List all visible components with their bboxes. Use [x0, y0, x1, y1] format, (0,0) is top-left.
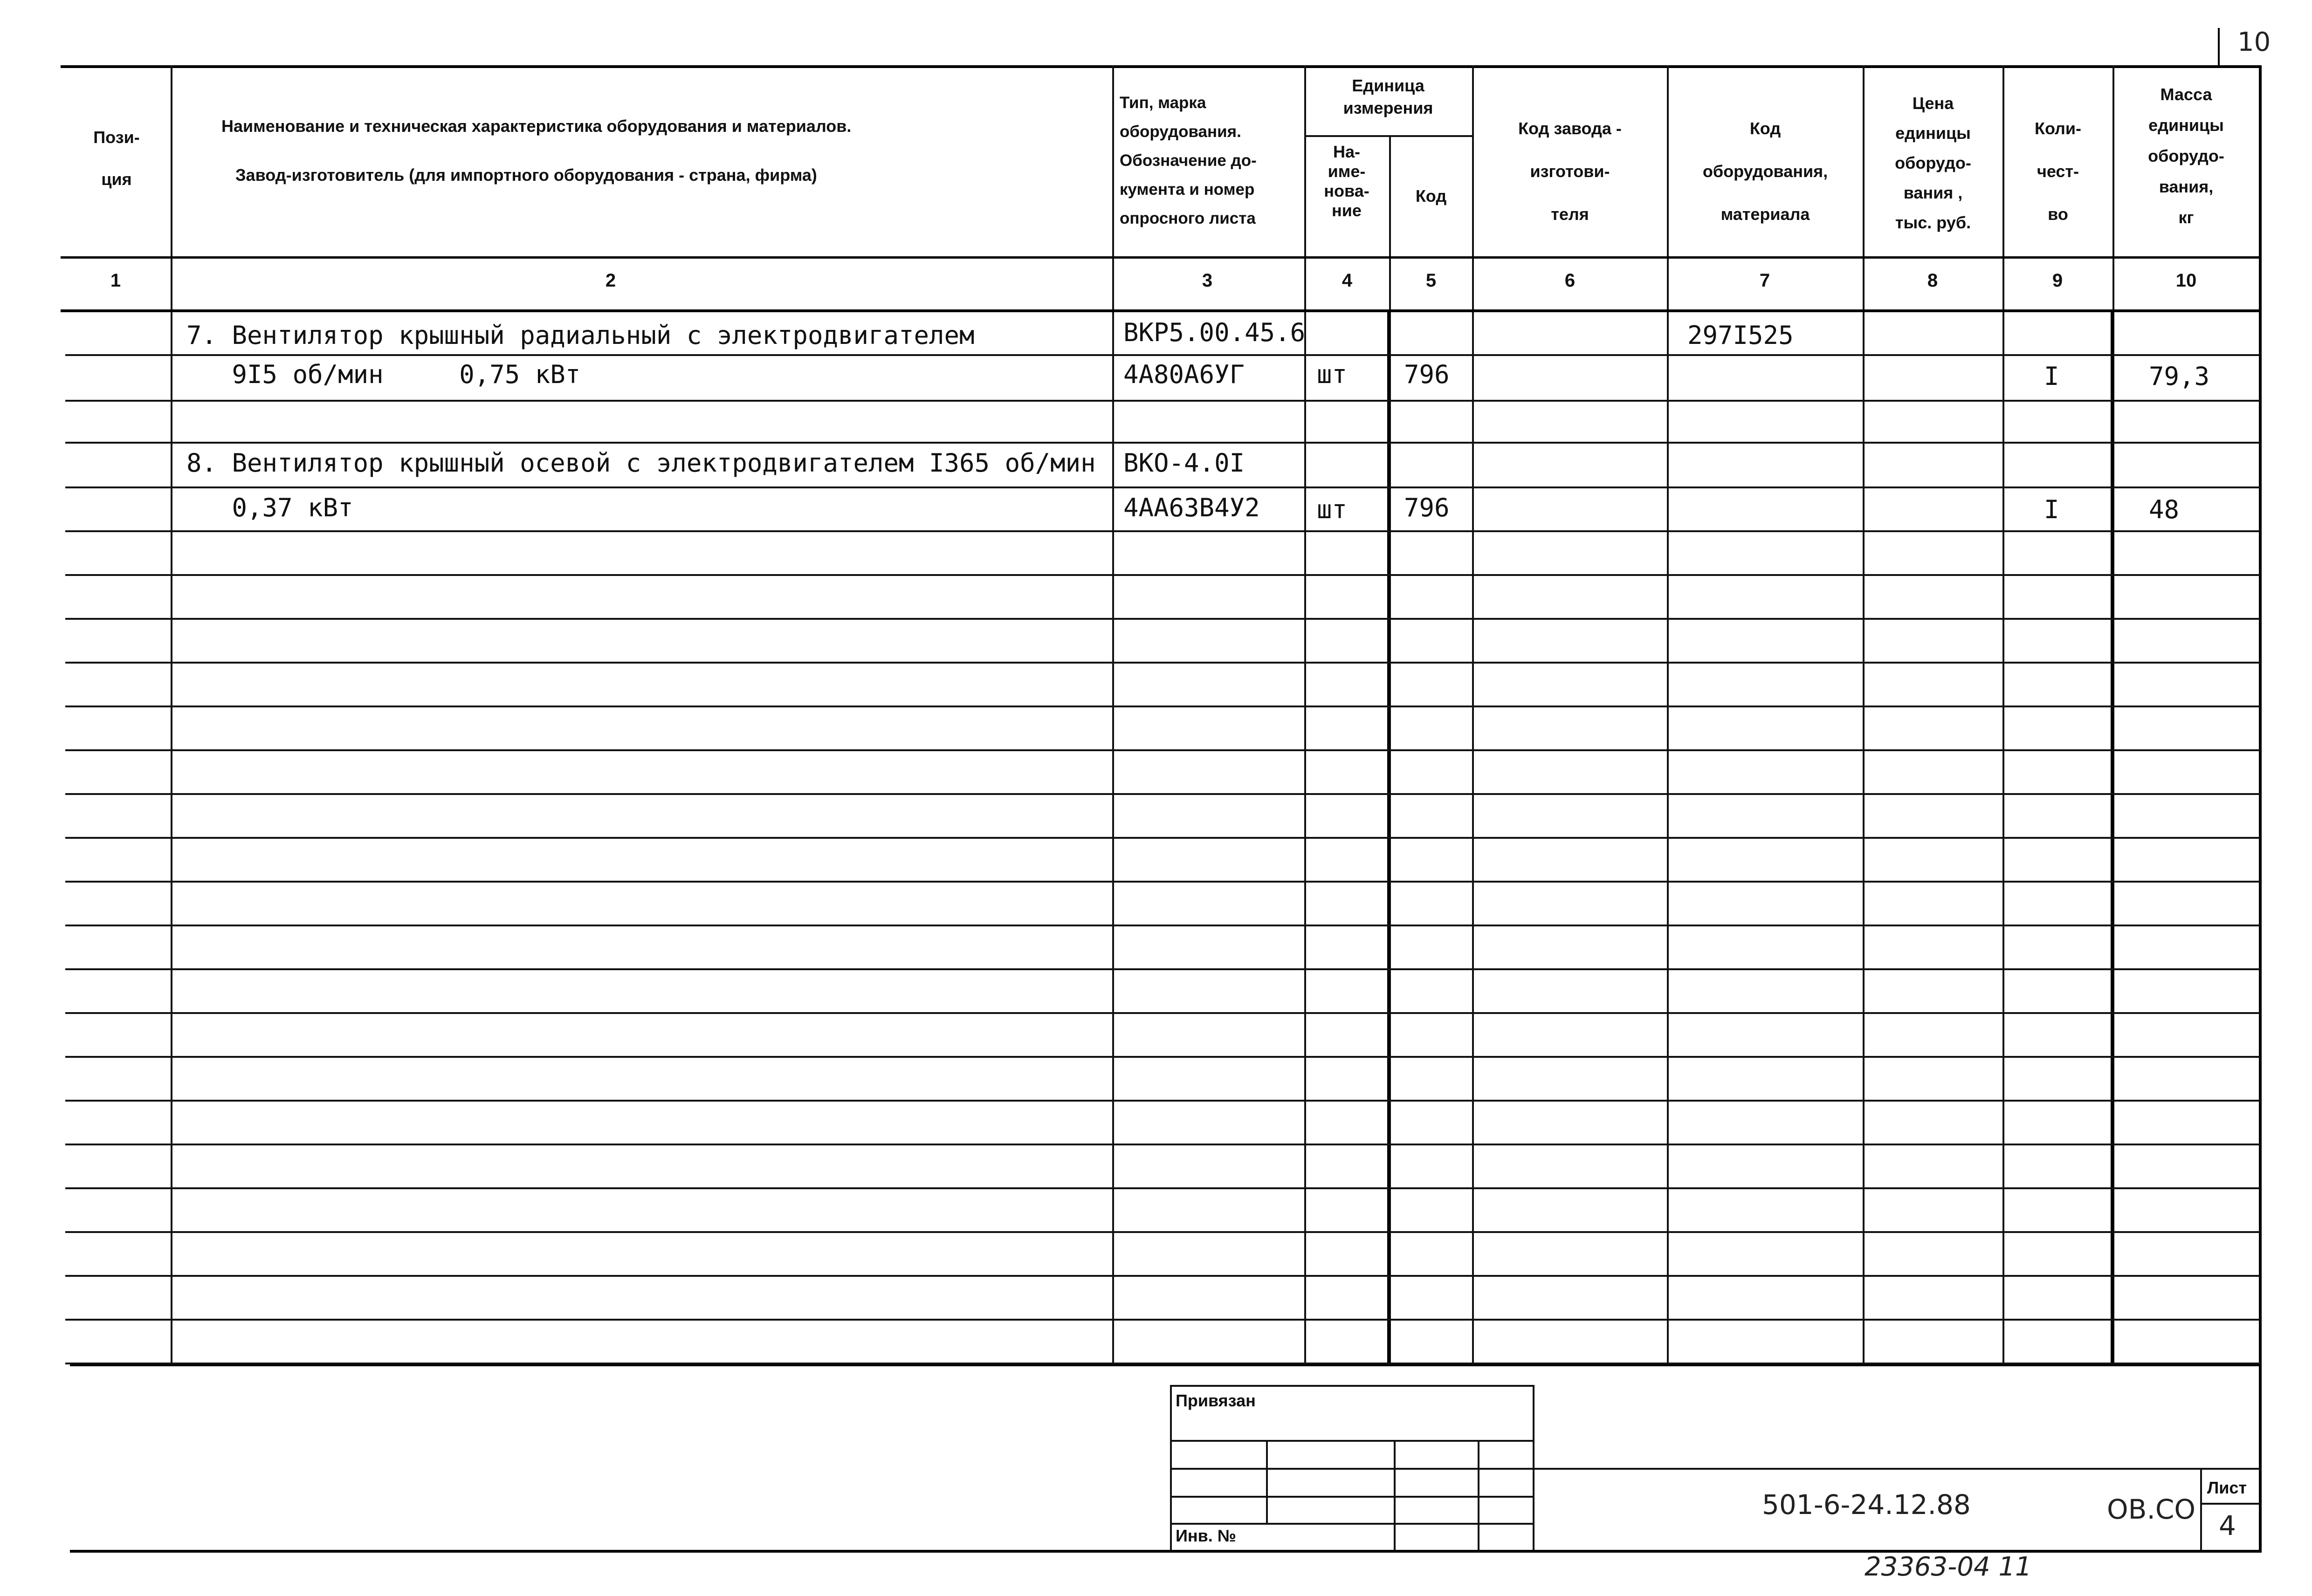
row-line: [65, 1012, 2261, 1014]
stamp-vline-1: [1266, 1440, 1268, 1524]
doc-code: 501-6-24.12.88: [1762, 1489, 1971, 1521]
header-col2-line1: Наименование и техническая характеристика оборудования и материалов.: [221, 116, 852, 136]
colnum-9: 9: [2052, 270, 2063, 291]
header-col6: Код завода - изготови- теля: [1518, 119, 1622, 224]
row-line: [65, 442, 2261, 444]
colnum-8: 8: [1927, 270, 1938, 291]
header-col7: Код оборудования, материала: [1702, 119, 1828, 224]
divider-2: [1112, 65, 1114, 1365]
header-col5: Код: [1415, 186, 1447, 205]
header-col8: Цена единицы оборудо- вания , тыс. руб.: [1895, 94, 1971, 232]
row-line: [65, 1144, 2261, 1145]
header-col9: Коли- чест- во: [2034, 119, 2082, 224]
divider-3: [1304, 65, 1306, 1365]
title-block-top: [1534, 1468, 2262, 1470]
sheet-box-line: [2200, 1503, 2261, 1505]
divider-6: [1667, 65, 1669, 1365]
row-line: [65, 1363, 2261, 1364]
row-line: [65, 793, 2261, 795]
row-2-type: 4А80А6УГ: [1123, 360, 1245, 389]
body-top-line: [61, 309, 2262, 312]
row-5-unit: шт: [1317, 495, 1348, 524]
row-line: [65, 706, 2261, 707]
divider-1: [171, 65, 172, 1365]
row-line: [65, 618, 2261, 620]
row-5-qty: I: [2044, 495, 2059, 524]
colnum-4: 4: [1342, 270, 1353, 291]
colnum-1: 1: [110, 270, 121, 291]
row-line: [65, 1100, 2261, 1102]
row-line: [65, 968, 2261, 970]
colnum-6: 6: [1564, 270, 1576, 291]
row-line: [65, 837, 2261, 839]
row-1-type: ВКР5.00.45.6: [1123, 318, 1306, 347]
row-5-unit-code: 796: [1404, 493, 1450, 522]
row-line: [65, 1275, 2261, 1277]
colnum-5: 5: [1425, 270, 1437, 291]
row-line: [65, 1231, 2261, 1233]
stamp-inv-label: Инв. №: [1176, 1526, 1236, 1545]
archive-number: 23363-04 11: [1865, 1552, 2032, 1582]
row-line: [65, 486, 2261, 488]
header-col1: Пози- ция: [93, 128, 140, 189]
row-2-unit: шт: [1317, 360, 1348, 389]
row-1-name: 7. Вентилятор крышный радиальный с электродвигателем: [186, 321, 975, 350]
row-line: [65, 881, 2261, 883]
row-line: [65, 1319, 2261, 1321]
header-bottom-line: [61, 256, 2262, 259]
colnum-10: 10: [2175, 270, 2197, 291]
table-right-border: [2259, 65, 2262, 1552]
row-4-type: ВКО-4.0I: [1123, 448, 1245, 478]
colnum-2: 2: [605, 270, 616, 291]
row-line: [65, 1056, 2261, 1058]
row-line: [65, 354, 2261, 356]
colnum-3: 3: [1202, 270, 1213, 291]
stamp-bound-label: Привязан: [1176, 1391, 1256, 1410]
row-2-qty: I: [2044, 362, 2059, 391]
header-unit-group: Единица измерения: [1343, 76, 1433, 117]
row-line: [65, 749, 2261, 751]
row-line: [65, 530, 2261, 532]
row-5-mass: 48: [2149, 495, 2180, 524]
stamp-vline-3: [1478, 1440, 1479, 1552]
row-5-type: 4АА63В4У2: [1123, 493, 1260, 522]
table-top-border: [61, 65, 2262, 68]
row-4-name: 8. Вентилятор крышный осевой с электродвигателем I365 об/мин: [186, 448, 1096, 478]
row-1-equip-code: 297I525: [1687, 321, 1794, 350]
sheet-code: ОВ.СО: [2107, 1493, 2196, 1525]
sheet-number: 4: [2219, 1510, 2236, 1541]
colnum-7: 7: [1759, 270, 1770, 291]
row-line: [65, 1187, 2261, 1189]
page-number-bar: [2218, 28, 2220, 65]
stamp-top: [1170, 1385, 1534, 1387]
divider-7: [1863, 65, 1865, 1365]
unit-group-line: [1304, 135, 1472, 137]
row-2-unit-code: 796: [1404, 360, 1450, 389]
row-line: [65, 400, 2261, 402]
stamp-vline-2: [1394, 1440, 1396, 1552]
row-line: [65, 574, 2261, 576]
row-5-name: 0,37 кВт: [186, 493, 353, 522]
divider-8: [2002, 65, 2004, 1365]
header-col3: Тип, марка оборудования. Обозначение до- кумента и номер опросного листа: [1120, 94, 1257, 227]
sheet-box-left: [2200, 1468, 2202, 1552]
row-line: [65, 925, 2261, 926]
row-2-mass: 79,3: [2149, 362, 2210, 391]
divider-5: [1472, 65, 1474, 1365]
header-col4: На- име- нова- ние: [1324, 142, 1369, 220]
header-col10: Масса единицы оборудо- вания, кг: [2148, 85, 2224, 227]
sheet-label: Лист: [2207, 1478, 2247, 1497]
row-line: [65, 662, 2261, 664]
header-col2-line2: Завод-изготовитель (для импортного оборудования - страна, фирма): [235, 165, 817, 185]
row-2-name: 9I5 об/мин 0,75 кВт: [186, 360, 581, 389]
page-number-top: 10: [2237, 27, 2271, 57]
